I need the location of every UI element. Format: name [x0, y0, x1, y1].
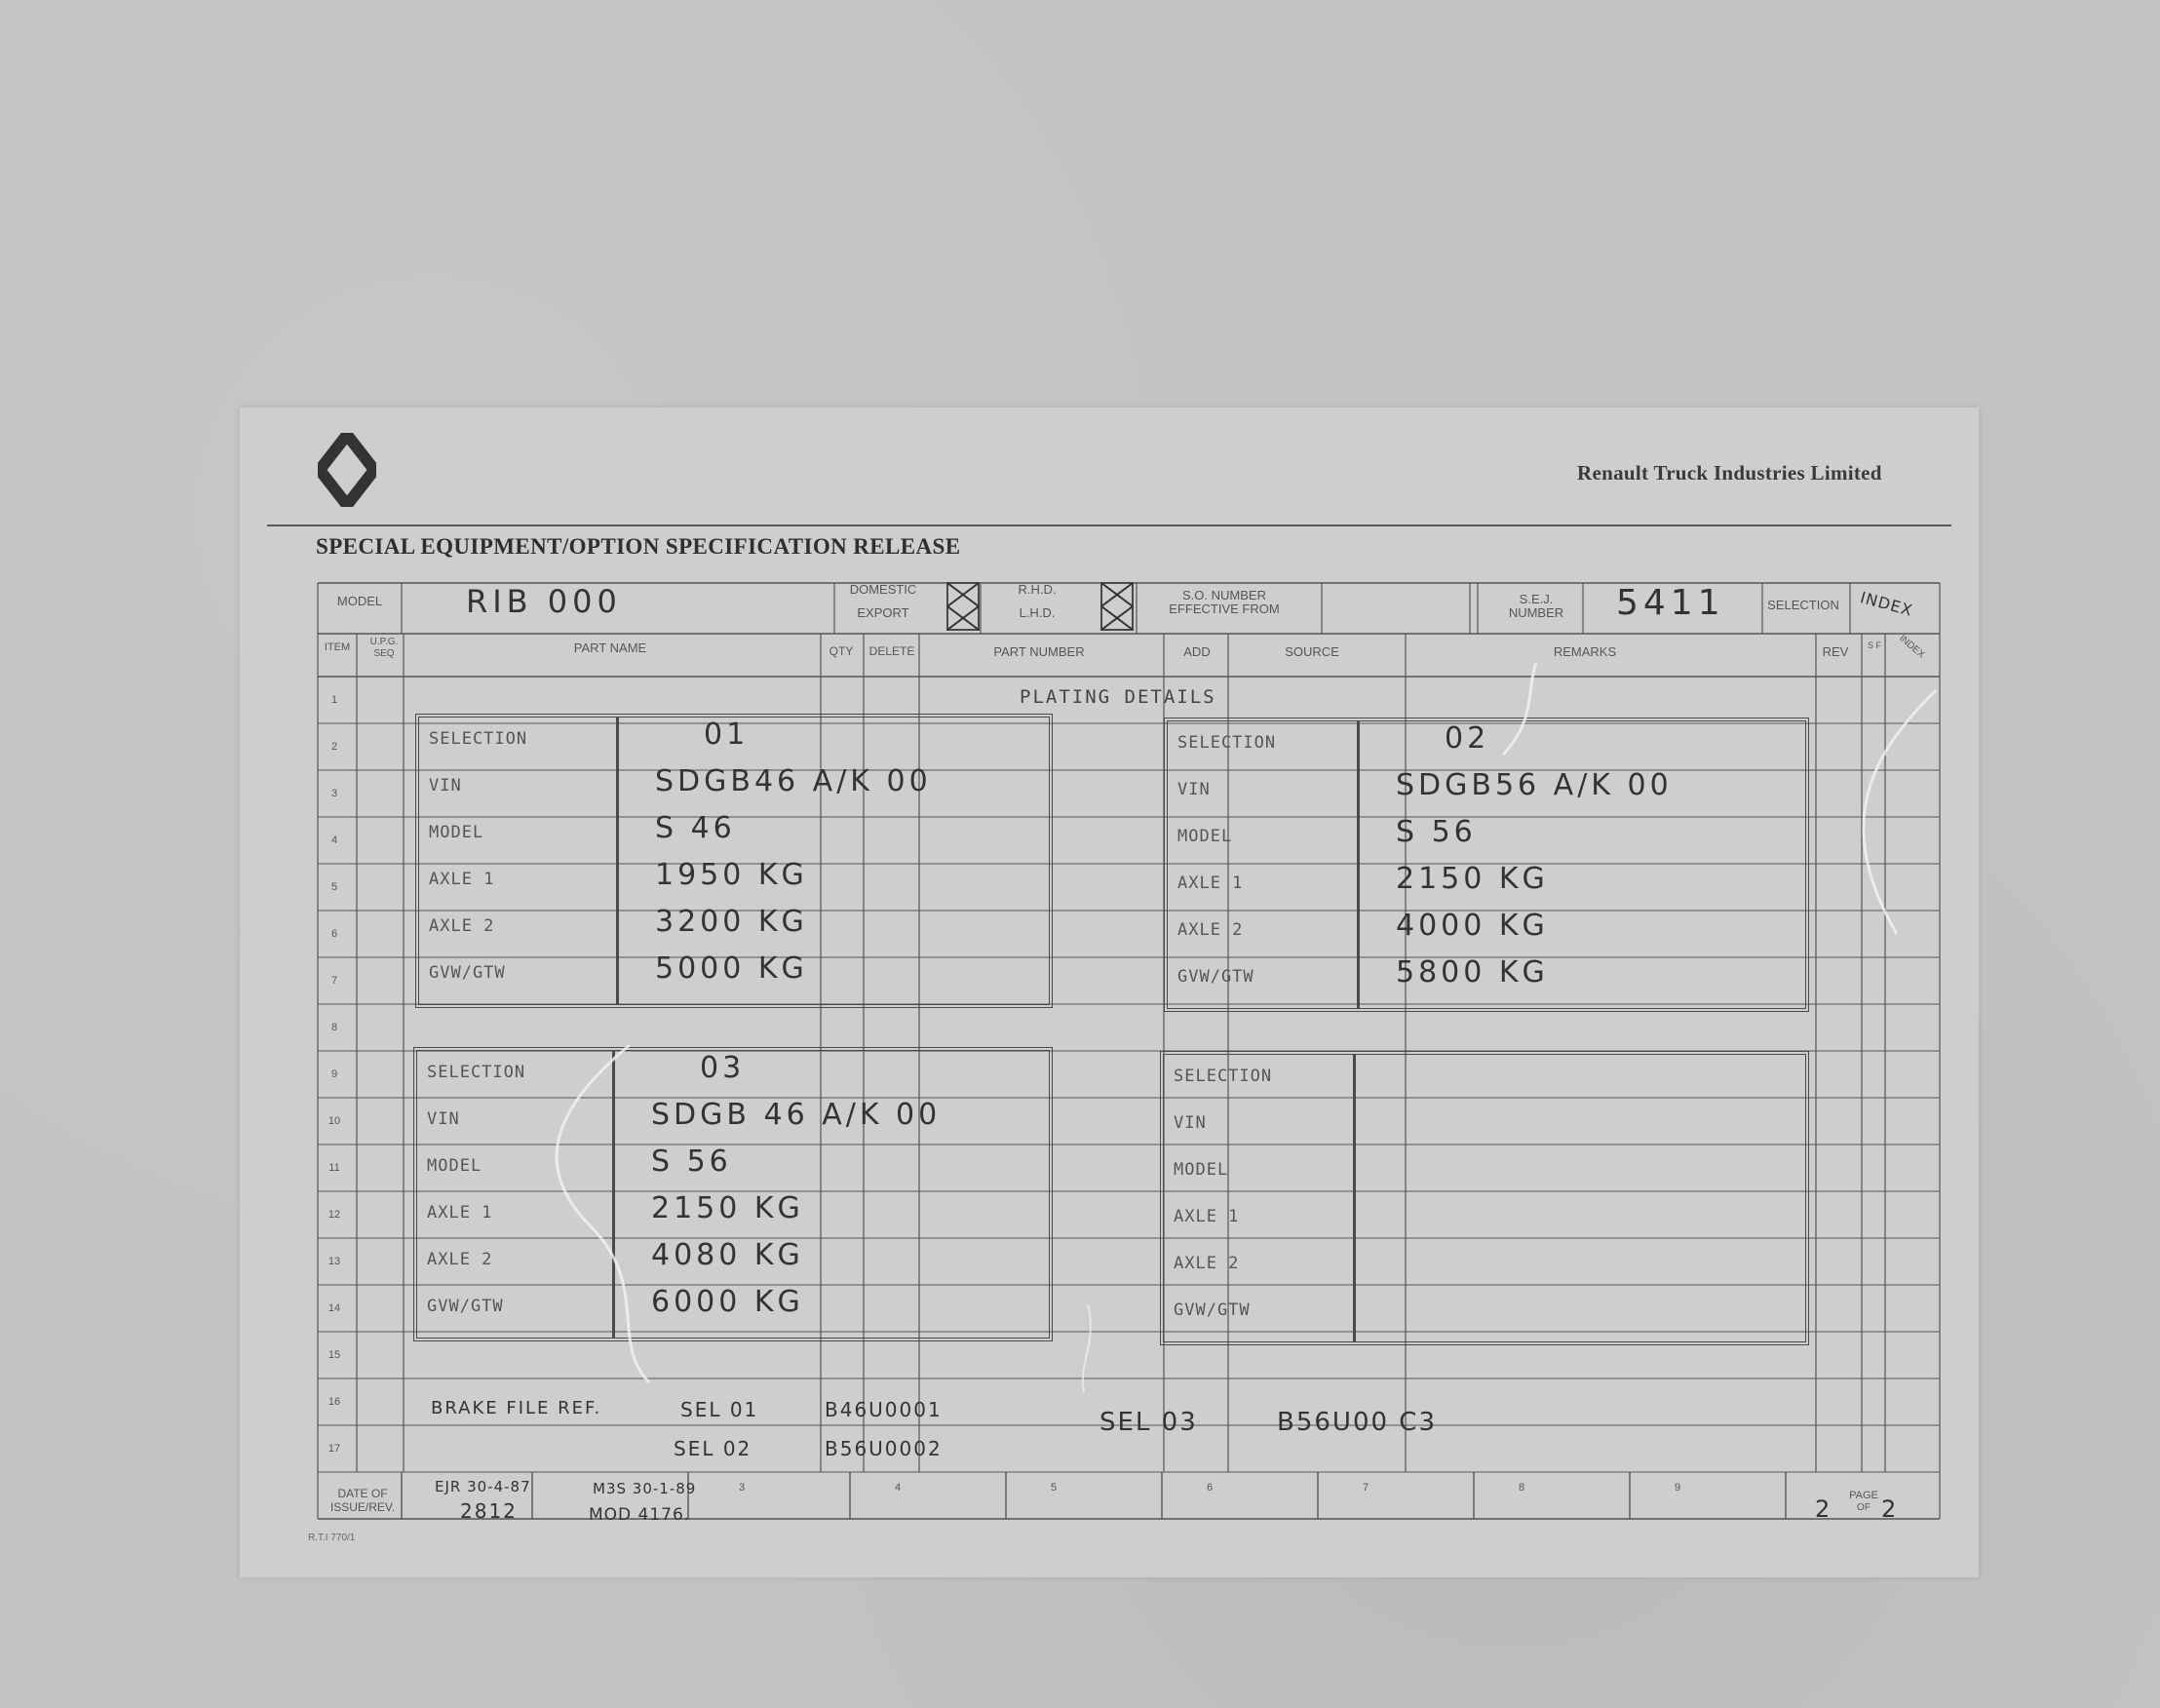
model-value: RIB 000 [466, 583, 622, 620]
plating-box-empty [1160, 1051, 1809, 1345]
plating-value: S 46 [655, 811, 736, 845]
brake-sel01-label: SEL 01 [680, 1398, 759, 1421]
sej-label: S.E.J. [1519, 592, 1554, 606]
plating-label: AXLE 2 [429, 916, 495, 936]
plating-value: S 56 [1396, 815, 1477, 849]
item-number: 10 [328, 1115, 341, 1127]
brake-sel03-value: B56U00 C3 [1277, 1408, 1437, 1437]
col-source: SOURCE [1285, 644, 1339, 659]
item-number: 7 [330, 975, 338, 987]
item-number: 14 [328, 1302, 341, 1314]
plating-value: SDGB46 A/K 00 [655, 764, 932, 798]
sej-number-label: NUMBER [1508, 605, 1564, 620]
export-label: EXPORT [857, 605, 909, 620]
plating-box-divider [1353, 1055, 1356, 1341]
plating-value: 5800 KG [1396, 955, 1549, 990]
rhd-label: R.H.D. [1018, 582, 1057, 597]
issue-slot-number: 4 [895, 1482, 902, 1494]
col-add: ADD [1183, 644, 1211, 659]
selection-label: SELECTION [1767, 598, 1839, 612]
form-sheet [240, 408, 1979, 1577]
plating-value: S 56 [651, 1145, 732, 1179]
plating-label: SELECTION [427, 1063, 526, 1082]
plating-label: GVW/GTW [1174, 1300, 1251, 1320]
col-seq: SEQ [373, 648, 395, 659]
item-number: 12 [328, 1209, 341, 1221]
issue-rev-label: ISSUE/REV. [329, 1500, 396, 1514]
item-number: 17 [328, 1443, 341, 1455]
plating-label: AXLE 1 [427, 1203, 493, 1223]
brake-file-ref-label: BRAKE FILE REF. [431, 1398, 602, 1418]
issue-slot-number: 6 [1207, 1482, 1214, 1494]
brake-sel01-value: B46U0001 [825, 1398, 943, 1421]
plating-label: VIN [429, 776, 462, 796]
document-title: SPECIAL EQUIPMENT/OPTION SPECIFICATION RELEASE [316, 534, 961, 559]
form-code: R.T.I 770/1 [308, 1533, 356, 1543]
item-number: 11 [328, 1162, 340, 1174]
plating-label: MODEL [429, 823, 484, 842]
effective-from-label: EFFECTIVE FROM [1169, 602, 1280, 616]
col-qty: QTY [829, 644, 854, 658]
plating-label: AXLE 2 [427, 1250, 493, 1269]
plating-label: VIN [1177, 780, 1211, 799]
plating-label: GVW/GTW [1177, 967, 1254, 987]
plating-box-selection-03 [413, 1047, 1053, 1341]
plating-label: MODEL [427, 1156, 482, 1176]
domestic-export-checkbox-icon [945, 581, 981, 632]
item-number: 5 [330, 881, 338, 893]
plating-value: 2150 KG [651, 1191, 804, 1225]
item-number: 2 [330, 741, 338, 753]
plating-label: VIN [427, 1109, 460, 1129]
item-number: 6 [330, 928, 338, 940]
plating-label: AXLE 2 [1174, 1254, 1240, 1273]
plating-label: AXLE 1 [1174, 1207, 1240, 1226]
plating-label: SELECTION [1177, 733, 1277, 753]
plating-label: SELECTION [429, 729, 528, 749]
page-total: 2 [1881, 1495, 1899, 1523]
plating-value: 6000 KG [651, 1285, 804, 1319]
so-number-label: S.O. NUMBER [1182, 588, 1266, 602]
plating-value: 02 [1445, 721, 1490, 756]
page-number: 2 [1815, 1495, 1832, 1523]
plating-label: GVW/GTW [427, 1297, 504, 1316]
plating-value: 03 [700, 1051, 746, 1085]
col-item: ITEM [324, 641, 351, 653]
issue-slot-number: 3 [739, 1482, 746, 1494]
rhd-lhd-checkbox-icon [1099, 581, 1135, 632]
domestic-label: DOMESTIC [849, 582, 917, 597]
issue-slot-number: 5 [1051, 1482, 1058, 1494]
col-delete: DELETE [868, 644, 915, 658]
plating-label: AXLE 2 [1177, 920, 1244, 940]
plating-box-divider [612, 1051, 615, 1338]
item-number: 13 [328, 1256, 341, 1267]
plating-box-divider [616, 718, 619, 1004]
item-number: 8 [330, 1022, 338, 1033]
of-label: OF [1857, 1502, 1871, 1513]
model-label: MODEL [336, 594, 383, 608]
plating-box-selection-02 [1164, 718, 1809, 1012]
issue-slot-2-line-2: MOD 4176. [589, 1505, 691, 1525]
page-label: PAGE [1849, 1490, 1878, 1501]
col-sf: S F [1868, 640, 1882, 650]
lhd-label: L.H.D. [1019, 605, 1056, 620]
brake-sel02-label: SEL 02 [674, 1437, 752, 1460]
plating-value: 5000 KG [655, 951, 808, 986]
plating-value: SDGB 46 A/K 00 [651, 1098, 942, 1132]
plating-value: 4080 KG [651, 1238, 804, 1272]
col-remarks: REMARKS [1553, 644, 1617, 659]
brake-sel03-label: SEL 03 [1099, 1408, 1198, 1437]
plating-value: 1950 KG [655, 858, 808, 892]
issue-slot-1-line-2: 2812 [460, 1499, 518, 1523]
plating-label: MODEL [1174, 1160, 1229, 1180]
item-number: 15 [328, 1349, 341, 1361]
item-number: 9 [330, 1068, 338, 1080]
date-of-label: DATE OF [337, 1487, 388, 1500]
col-rev-index: INDEX [1897, 633, 1927, 661]
plating-box-divider [1357, 721, 1360, 1008]
brake-sel02-value: B56U0002 [825, 1437, 943, 1460]
plating-label: VIN [1174, 1113, 1207, 1133]
issue-slot-1-line-1: EJR 30-4-87 [435, 1478, 531, 1495]
company-name: Renault Truck Industries Limited [1577, 461, 1882, 485]
plating-label: AXLE 1 [429, 870, 495, 889]
plating-label: GVW/GTW [429, 963, 506, 983]
col-upg: U.P.G. [369, 637, 399, 647]
item-number: 4 [330, 835, 338, 846]
plating-value: 2150 KG [1396, 862, 1549, 896]
sej-number-value: 5411 [1616, 583, 1725, 623]
issue-slot-number: 8 [1519, 1482, 1525, 1494]
plating-value: 01 [704, 718, 750, 752]
issue-slot-number: 7 [1363, 1482, 1369, 1494]
plating-label: AXLE 1 [1177, 873, 1244, 893]
plating-value: 3200 KG [655, 905, 808, 939]
issue-slot-2-line-1: M3S 30-1-89 [593, 1480, 697, 1497]
col-rev: REV [1822, 644, 1849, 659]
plating-details-heading: PLATING DETAILS [1020, 686, 1216, 708]
plating-value: 4000 KG [1396, 909, 1549, 943]
plating-label: MODEL [1177, 827, 1233, 846]
item-number: 3 [330, 788, 338, 799]
item-number: 16 [328, 1396, 341, 1408]
issue-slot-number: 9 [1675, 1482, 1681, 1494]
plating-value: SDGB56 A/K 00 [1396, 768, 1673, 802]
plating-label: SELECTION [1174, 1067, 1273, 1086]
selection-value: INDEX [1858, 588, 1915, 620]
item-number: 1 [330, 694, 338, 706]
col-part-name: PART NAME [573, 640, 647, 655]
col-part-number: PART NUMBER [993, 644, 1085, 659]
plating-box-selection-01 [415, 714, 1053, 1008]
